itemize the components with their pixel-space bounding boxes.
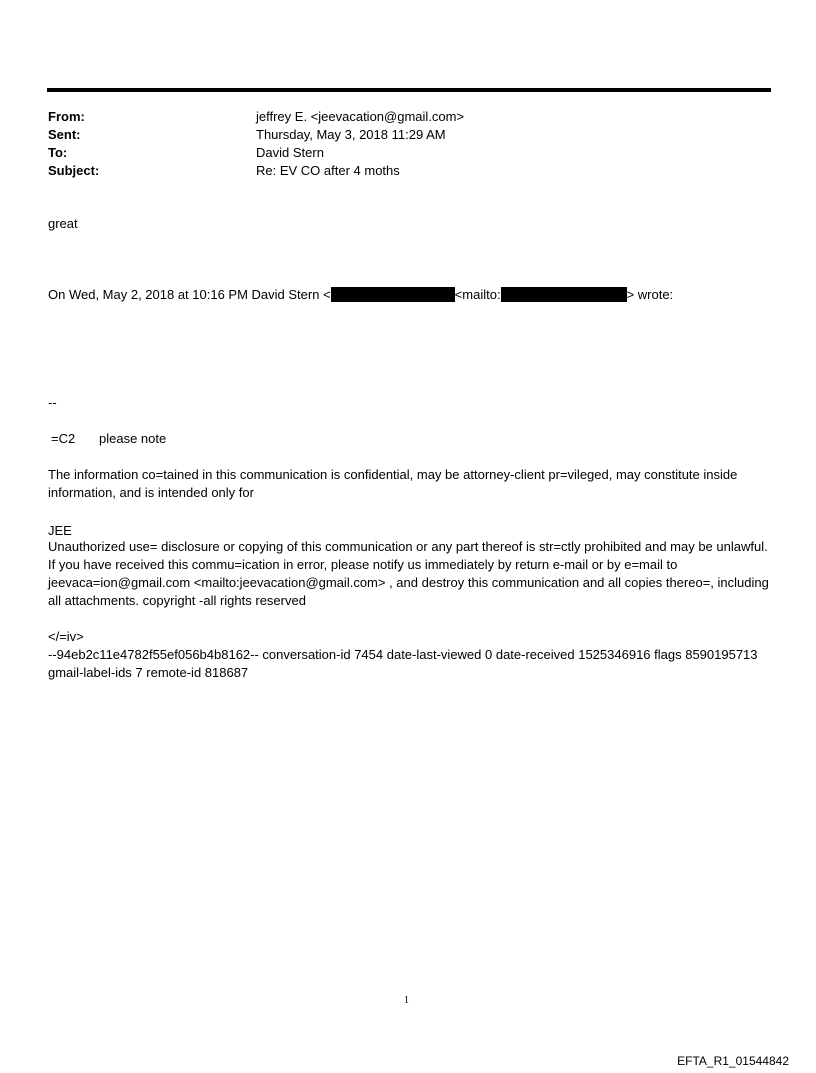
note-code: =C2 <box>51 431 76 446</box>
subject-row <box>48 162 768 180</box>
separator: -- <box>48 395 57 410</box>
to-label: To: <box>48 145 68 160</box>
header-rule <box>47 88 771 92</box>
page-number: 1 <box>404 995 409 1006</box>
note-text: please note <box>99 431 167 446</box>
sent-value: Thursday, May 3, 2018 11:29 AM <box>256 127 446 142</box>
disclaimer-text: The information co=tained in this communication is confidential, may be attorney-client pr=vileged, may constitute inside information, and is intended only for <box>48 467 738 500</box>
unauthorized-notice: Unauthorized use= disclosure or copying of this communication or any part thereof is str=ctly prohibited and may be unlawful. If you have received this commu=ication in error, please notify us immediately by return e-mail or by e=mail to jeevaca=ion@gmail.com <mailto:jeevacation@gmail.com> , and destroy this communication and all copies thereo=, including all attachments. copyright -all rights reserved <box>48 539 769 608</box>
quote-line <box>48 286 772 304</box>
from-row <box>48 108 768 126</box>
greeting: great <box>48 216 78 231</box>
closing-tag: </=iv> <box>48 629 84 644</box>
from-value: jeffrey E. <jeevacation@gmail.com> <box>256 109 465 124</box>
email-header <box>48 108 768 180</box>
sent-row <box>48 126 768 144</box>
to-value: David Stern <box>256 145 324 160</box>
bates-number: EFTA_R1_01544842 <box>677 1054 789 1068</box>
message-metadata: --94eb2c11e4782f55ef056b4b8162-- conversation-id 7454 date-last-viewed 0 date-received 1525346916 flags 8590195713 gmail-label-ids 7 remote-id 818687 <box>48 647 758 680</box>
note-line <box>48 430 772 448</box>
subject-label: Subject: <box>48 163 100 178</box>
to-row <box>48 144 768 162</box>
signature: JEE <box>48 523 72 538</box>
quote-mailto: <mailto: <box>454 287 501 302</box>
subject-value: Re: EV CO after 4 moths <box>256 163 400 178</box>
quote-suffix: > wrote: <box>626 287 674 302</box>
from-label: From: <box>48 109 85 124</box>
sent-label: Sent: <box>48 127 81 142</box>
quote-prefix: On Wed, May 2, 2018 at 10:16 PM David Stern < <box>48 287 331 302</box>
redaction-box <box>331 287 455 302</box>
redaction-box <box>501 287 627 302</box>
